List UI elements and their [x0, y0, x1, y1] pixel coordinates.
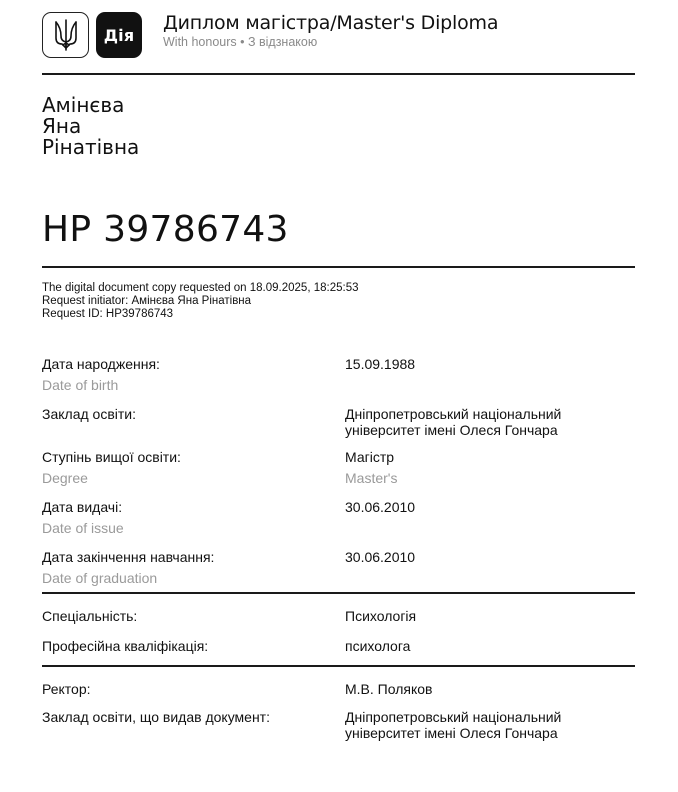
divider: [42, 592, 635, 594]
diia-logo-text: Дія: [103, 25, 135, 45]
trident-emblem-graphic: [53, 18, 79, 52]
document-number: НР 39786743: [42, 209, 289, 250]
holder-surname: Амінєва: [42, 93, 125, 117]
degree-label-en: Degree: [42, 470, 88, 487]
graduation-date-value: 30.06.2010: [345, 549, 416, 566]
field-qualification: [42, 638, 635, 668]
issuer-section: [42, 681, 635, 741]
request-date: The digital document copy requested on 18.09.2025, 18:25:53: [42, 282, 359, 294]
field-rector: [42, 681, 635, 709]
issue-date-label: Дата видачі:: [42, 499, 123, 516]
diploma-fields: [42, 356, 635, 599]
graduation-date-label: Дата закінчення навчання:: [42, 549, 215, 566]
field-issuing-institution: [42, 709, 635, 741]
trident-icon: [42, 12, 89, 58]
specialty-label: Спеціальність:: [42, 608, 138, 625]
holder-patronymic: Рінатівна: [42, 135, 140, 159]
institution-value-line1: Дніпропетровський національний: [345, 406, 562, 423]
diia-logo: [96, 12, 142, 58]
field-specialty: [42, 608, 635, 638]
divider: [42, 665, 635, 667]
field-institution: [42, 406, 635, 449]
rector-label: Ректор:: [42, 681, 91, 698]
request-id: Request ID: HP39786743: [42, 307, 174, 320]
field-issue-date: [42, 499, 635, 549]
qualification-label: Професійна кваліфікація:: [42, 638, 209, 655]
issuer-value-line1: Дніпропетровський національний: [345, 709, 562, 726]
birth-date-label: Дата народження:: [42, 356, 160, 373]
rector-value: М.В. Поляков: [345, 681, 433, 698]
degree-value: Магістр: [345, 449, 395, 466]
issuer-label: Заклад освіти, що видав документ:: [42, 709, 270, 726]
header-text: [163, 12, 498, 50]
specialty-value: Психологія: [345, 608, 417, 625]
birth-date-label-en: Date of birth: [42, 377, 119, 394]
degree-value-en: Master's: [345, 470, 398, 487]
divider: [42, 266, 635, 268]
issue-date-value: 30.06.2010: [345, 499, 416, 516]
holder-name: [42, 95, 635, 158]
field-birth-date: [42, 356, 635, 406]
field-degree: [42, 449, 635, 499]
document-title: Диплом магістра/Master's Diploma: [163, 12, 499, 34]
degree-label: Ступінь вищої освіти:: [42, 449, 181, 466]
document-header: [42, 12, 635, 60]
request-info: [42, 282, 635, 320]
birth-date-value: 15.09.1988: [345, 356, 416, 373]
issue-date-label-en: Date of issue: [42, 520, 124, 537]
qualification-value: психолога: [345, 638, 411, 655]
institution-label: Заклад освіти:: [42, 406, 136, 423]
graduation-date-label-en: Date of graduation: [42, 570, 158, 587]
divider: [42, 73, 635, 75]
institution-value-line2: університет імені Олеся Гончара: [345, 422, 558, 439]
holder-first-name: Яна: [42, 114, 82, 138]
diploma-document: [42, 12, 635, 741]
document-subtitle: With honours • З відзнакою: [163, 35, 318, 49]
request-initiator: Request initiator: Амінєва Яна Рінатівна: [42, 294, 252, 307]
specialty-section: [42, 608, 635, 668]
issuer-value-line2: університет імені Олеся Гончара: [345, 725, 558, 742]
